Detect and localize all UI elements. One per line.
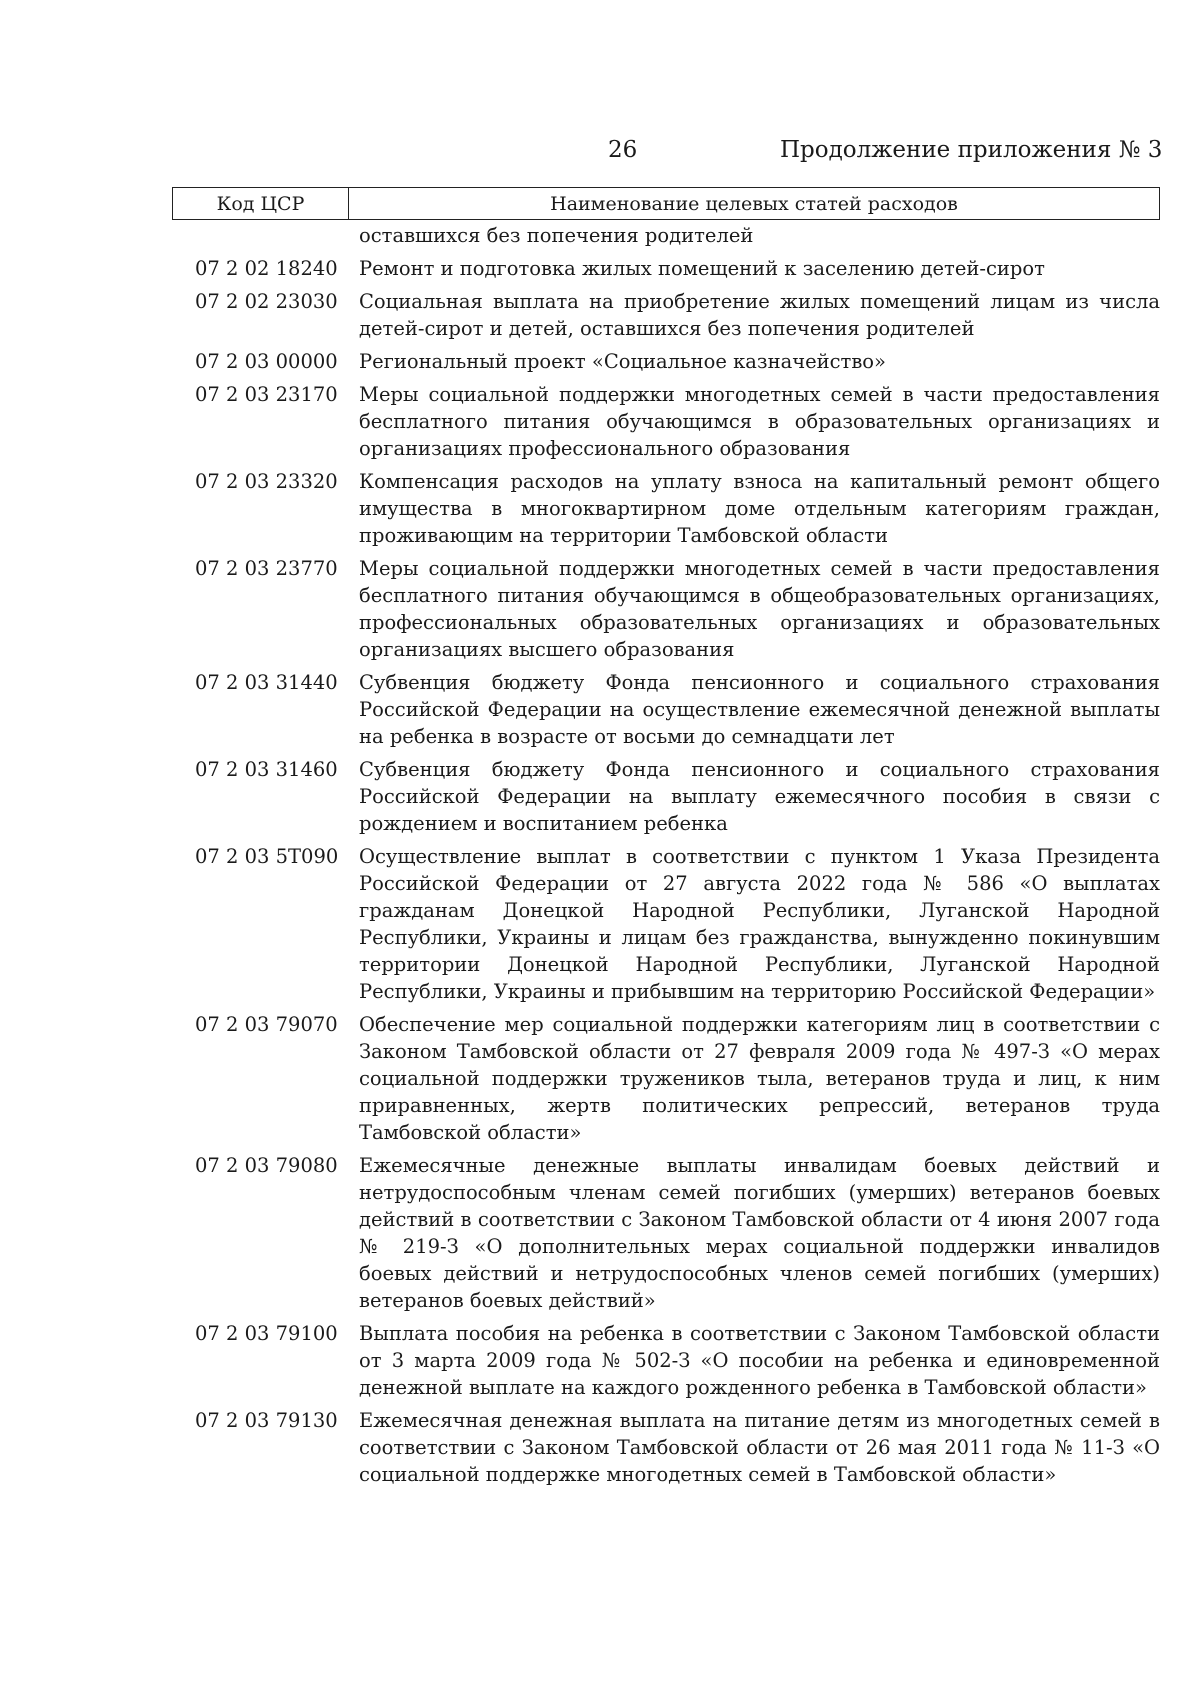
row-description: Субвенция бюджету Фонда пенсионного и социального страхования Российской Федерации на выплату ежемесячного пособия в связи с рождением и воспитанием ребенка <box>359 758 1160 835</box>
row-code: 07 2 02 18240 <box>195 257 338 280</box>
table-row <box>172 1152 1160 1314</box>
table-row <box>172 468 1160 549</box>
table-row <box>172 288 1160 342</box>
table-row <box>172 381 1160 462</box>
table-row <box>172 348 1160 375</box>
row-description: Обеспечение мер социальной поддержки категориям лиц в соответствии с Законом Тамбовской области от 27 февраля 2009 года № 497-З «О мерах социальной поддержки тружеников тыла, ветеранов труда и лиц, к ним приравненных, жертв политических репрессий, ветеранов труда Тамбовской области» <box>359 1013 1160 1144</box>
header-code-column: Код ЦСР <box>173 188 349 219</box>
row-description: Социальная выплата на приобретение жилых помещений лицам из числа детей-сирот и детей, оставшихся без попечения родителей <box>359 290 1160 340</box>
row-code: 07 2 03 79100 <box>195 1322 338 1345</box>
table-row <box>172 1320 1160 1401</box>
table-body <box>172 222 1160 1488</box>
row-code: 07 2 03 5Т090 <box>195 845 339 868</box>
row-description: Региональный проект «Социальное казначейство» <box>359 350 886 373</box>
row-code: 07 2 02 23030 <box>195 290 338 313</box>
row-code: 07 2 03 79070 <box>195 1013 338 1036</box>
row-code: 07 2 03 79130 <box>195 1409 338 1432</box>
table-header <box>172 187 1160 220</box>
row-description: Компенсация расходов на уплату взноса на капитальный ремонт общего имущества в многоквартирном доме отдельным категориям граждан, проживающим на территории Тамбовской области <box>359 470 1160 547</box>
table-row <box>172 669 1160 750</box>
appendix-continuation-heading: Продолжение приложения № 3 <box>780 137 1163 163</box>
header-name-column: Наименование целевых статей расходов <box>550 192 958 215</box>
row-description: Ежемесячные денежные выплаты инвалидам боевых действий и нетрудоспособным членам семей погибших (умерших) ветеранов боевых действий в соответствии с Законом Тамбовской области от 4 июня 2007 года № 219-З «О дополнительных мерах социальной поддержки инвалидов боевых действий и нетрудоспособных членов семей погибших (умерших) ветеранов боевых действий» <box>359 1154 1160 1312</box>
row-description: Ремонт и подготовка жилых помещений к заселению детей-сирот <box>359 257 1045 280</box>
row-code: 07 2 03 00000 <box>195 350 338 373</box>
row-description: Ежемесячная денежная выплата на питание детям из многодетных семей в соответствии с Законом Тамбовской области от 26 мая 2011 года № 11-З «О социальной поддержке многодетных семей в Тамбовской области» <box>359 1409 1160 1486</box>
row-code: 07 2 03 79080 <box>195 1154 338 1177</box>
table-row <box>172 255 1160 282</box>
carryover-text: оставшихся без попечения родителей <box>359 224 754 247</box>
table-row <box>172 555 1160 663</box>
row-description: Осуществление выплат в соответствии с пунктом 1 Указа Президента Российской Федерации от 27 августа 2022 года № 586 «О выплатах гражданам Донецкой Народной Республики, Луганской Народной Республики, Украины и лицам без гражданства, вынужденно покинувшим территории Донецкой Народной Республики, Луганской Народной Республики, Украины и прибывшим на территорию Российской Федерации» <box>359 845 1160 1003</box>
page-number: 26 <box>608 137 638 163</box>
row-code: 07 2 03 23770 <box>195 557 338 580</box>
row-description: Выплата пособия на ребенка в соответствии с Законом Тамбовской области от 3 марта 2009 года № 502-З «О пособии на ребенка и единовременной денежной выплате на каждого рожденного ребенка в Тамбовской области» <box>359 1322 1160 1399</box>
row-code: 07 2 03 23170 <box>195 383 338 406</box>
row-code: 07 2 03 31460 <box>195 758 338 781</box>
table-row <box>172 1011 1160 1146</box>
table-row <box>172 843 1160 1005</box>
row-description: Меры социальной поддержки многодетных семей в части предоставления бесплатного питания обучающимся в образовательных организациях и организациях профессионального образования <box>359 383 1160 460</box>
row-code: 07 2 03 23320 <box>195 470 338 493</box>
row-description: Меры социальной поддержки многодетных семей в части предоставления бесплатного питания обучающимся в общеобразовательных организациях, профессиональных образовательных организациях и образовательных организациях высшего образования <box>359 557 1160 661</box>
row-code: 07 2 03 31440 <box>195 671 338 694</box>
table-row <box>172 756 1160 837</box>
row-description: Субвенция бюджету Фонда пенсионного и социального страхования Российской Федерации на осуществление ежемесячной денежной выплаты на ребенка в возрасте от восьми до семнадцати лет <box>359 671 1160 748</box>
table-row <box>172 1407 1160 1488</box>
